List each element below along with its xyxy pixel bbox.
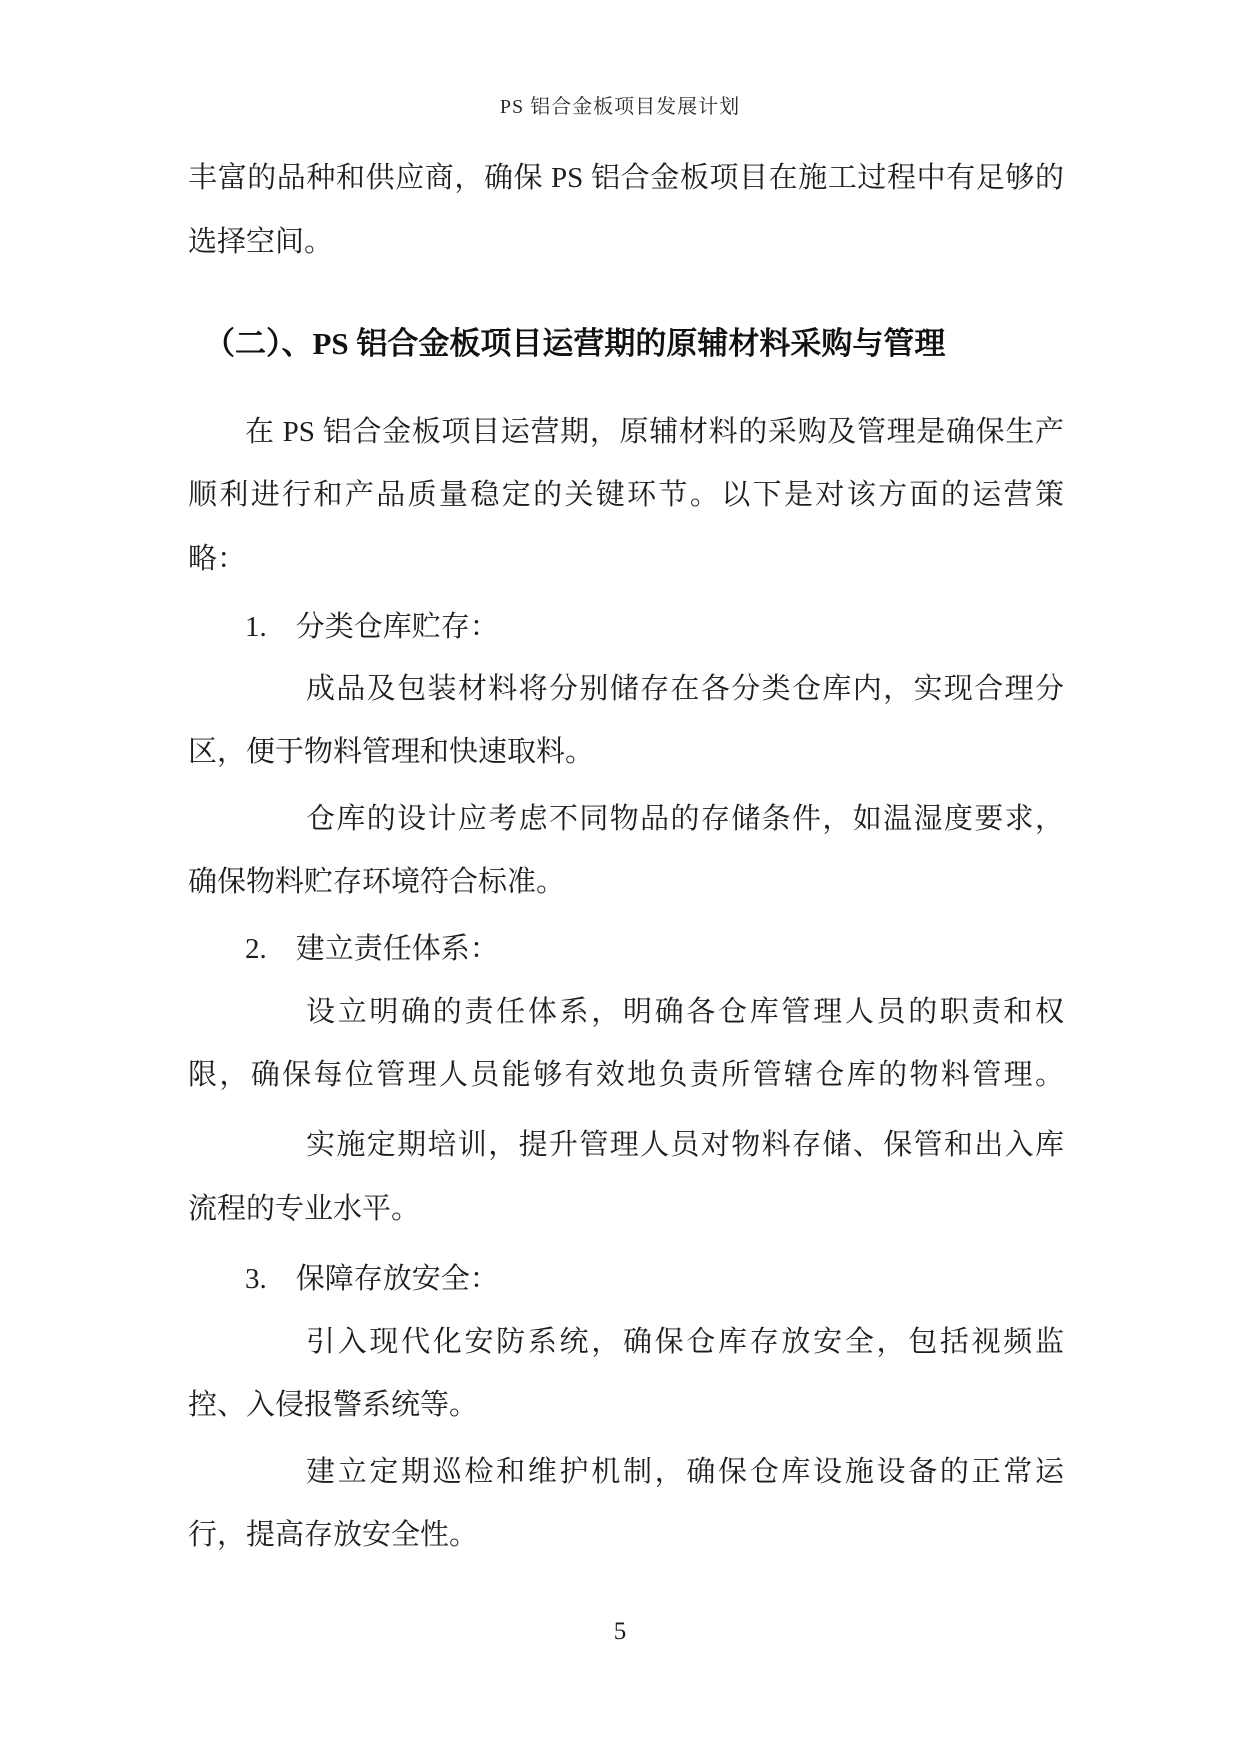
list-item-line: 2. 建立责任体系： (245, 933, 499, 965)
list-item-line: 3. 保障存放安全： (245, 1263, 499, 1295)
body-line: 设立明确的责任体系，明确各仓库管理人员的职责和权 (306, 996, 1064, 1028)
list-item-line: 1. 分类仓库贮存： (245, 611, 499, 643)
body-line: 引入现代化安防系统，确保仓库存放安全，包括视频监 (306, 1326, 1064, 1358)
body-line: 实施定期培训，提升管理人员对物料存储、保管和出入库 (306, 1129, 1064, 1161)
body-line: 流程的专业水平。 (188, 1193, 421, 1225)
body-line: 丰富的品种和供应商，确保 PS 铝合金板项目在施工过程中有足够的 (188, 162, 1064, 194)
body-line: 限，确保每位管理人员能够有效地负责所管辖仓库的物料管理。 (188, 1059, 1064, 1091)
body-line: 确保物料贮存环境符合标准。 (188, 866, 566, 898)
body-line: 成品及包装材料将分别储存在各分类仓库内，实现合理分 (306, 673, 1064, 705)
body-line: 略： (188, 543, 247, 575)
body-line: 行，提高存放安全性。 (188, 1519, 479, 1551)
body-line: 建立定期巡检和维护机制，确保仓库设施设备的正常运 (306, 1456, 1064, 1488)
body-line: 仓库的设计应考虑不同物品的存储条件，如温湿度要求， (306, 803, 1064, 835)
section-heading: （二）、PS 铝合金板项目运营期的原辅材料采购与管理 (204, 326, 946, 361)
body-line: 在 PS 铝合金板项目运营期，原辅材料的采购及管理是确保生产 (245, 416, 1064, 448)
body-line: 顺利进行和产品质量稳定的关键环节。以下是对该方面的运营策 (188, 479, 1064, 511)
page-header: PS 铝合金板项目发展计划 (499, 96, 741, 118)
body-line: 控、入侵报警系统等。 (188, 1389, 479, 1421)
body-line: 选择空间。 (188, 226, 334, 258)
page-number: 5 (613, 1618, 627, 1645)
body-line: 区，便于物料管理和快速取料。 (188, 736, 595, 768)
